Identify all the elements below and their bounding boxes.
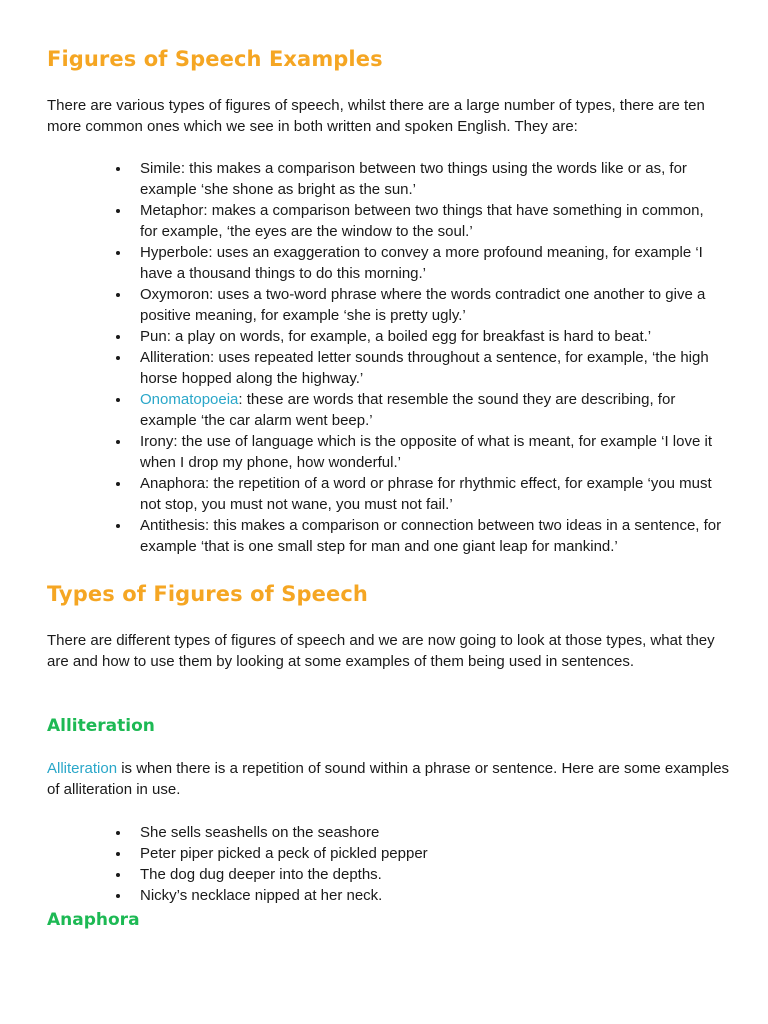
- types-heading: Types of Figures of Speech: [47, 582, 368, 606]
- types-intro: There are different types of figures of speech and we are now going to look at those types, what they are and how to use them by looking at some examples of them being used in sentences.: [47, 632, 715, 670]
- list-item: Oxymoron: uses a two-word phrase where the words contradict one another to give a positive meaning, for example ‘she is pretty ugly.’: [113, 284, 723, 326]
- list-item: Alliteration: uses repeated letter sounds throughout a sentence, for example, ‘the high horse hopped along the highway.’: [113, 347, 723, 389]
- list-item: Onomatopoeia: these are words that resemble the sound they are describing, for example ‘the car alarm went beep.’: [113, 389, 723, 431]
- examples-list: [113, 158, 723, 557]
- list-item: Simile: this makes a comparison between two things using the words like or as, for example ‘she shone as bright as the sun.’: [113, 158, 723, 200]
- list-item: Hyperbole: uses an exaggeration to convey a more profound meaning, for example ‘I have a thousand things to do this morning.’: [113, 242, 723, 284]
- list-item: She sells seashells on the seashore: [113, 822, 723, 843]
- onomatopoeia-link[interactable]: Onomatopoeia: [140, 391, 239, 408]
- examples-intro: There are various types of figures of speech, whilst there are a large number of types, there are ten more common ones which we see in both written and spoken English. They are:: [47, 97, 705, 135]
- list-item: Antithesis: this makes a comparison or connection between two ideas in a sentence, for example ‘that is one small step for man and one giant leap for mankind.’: [113, 515, 723, 557]
- list-item: Nicky’s necklace nipped at her neck.: [113, 885, 723, 906]
- page-title: Figures of Speech Examples: [47, 47, 383, 71]
- alliteration-intro: Alliteration is when there is a repetition of sound within a phrase or sentence. Here are some examples of alliteration in use.: [47, 760, 730, 798]
- alliteration-link[interactable]: Alliteration: [47, 760, 118, 777]
- list-item: Peter piper picked a peck of pickled pepper: [113, 843, 723, 864]
- list-item: Metaphor: makes a comparison between two things that have something in common, for example, ‘the eyes are the window to the soul.’: [113, 200, 723, 242]
- alliteration-examples-list: [113, 822, 723, 906]
- list-item: Anaphora: the repetition of a word or phrase for rhythmic effect, for example ‘you must not stop, you must not wane, you must not fail.’: [113, 473, 723, 515]
- anaphora-heading: Anaphora: [47, 910, 140, 930]
- list-item: The dog dug deeper into the depths.: [113, 864, 723, 885]
- list-item: Pun: a play on words, for example, a boiled egg for breakfast is hard to beat.’: [113, 326, 723, 347]
- alliteration-heading: Alliteration: [47, 716, 155, 736]
- list-item: Irony: the use of language which is the opposite of what is meant, for example ‘I love it when I drop my phone, how wonderful.’: [113, 431, 723, 473]
